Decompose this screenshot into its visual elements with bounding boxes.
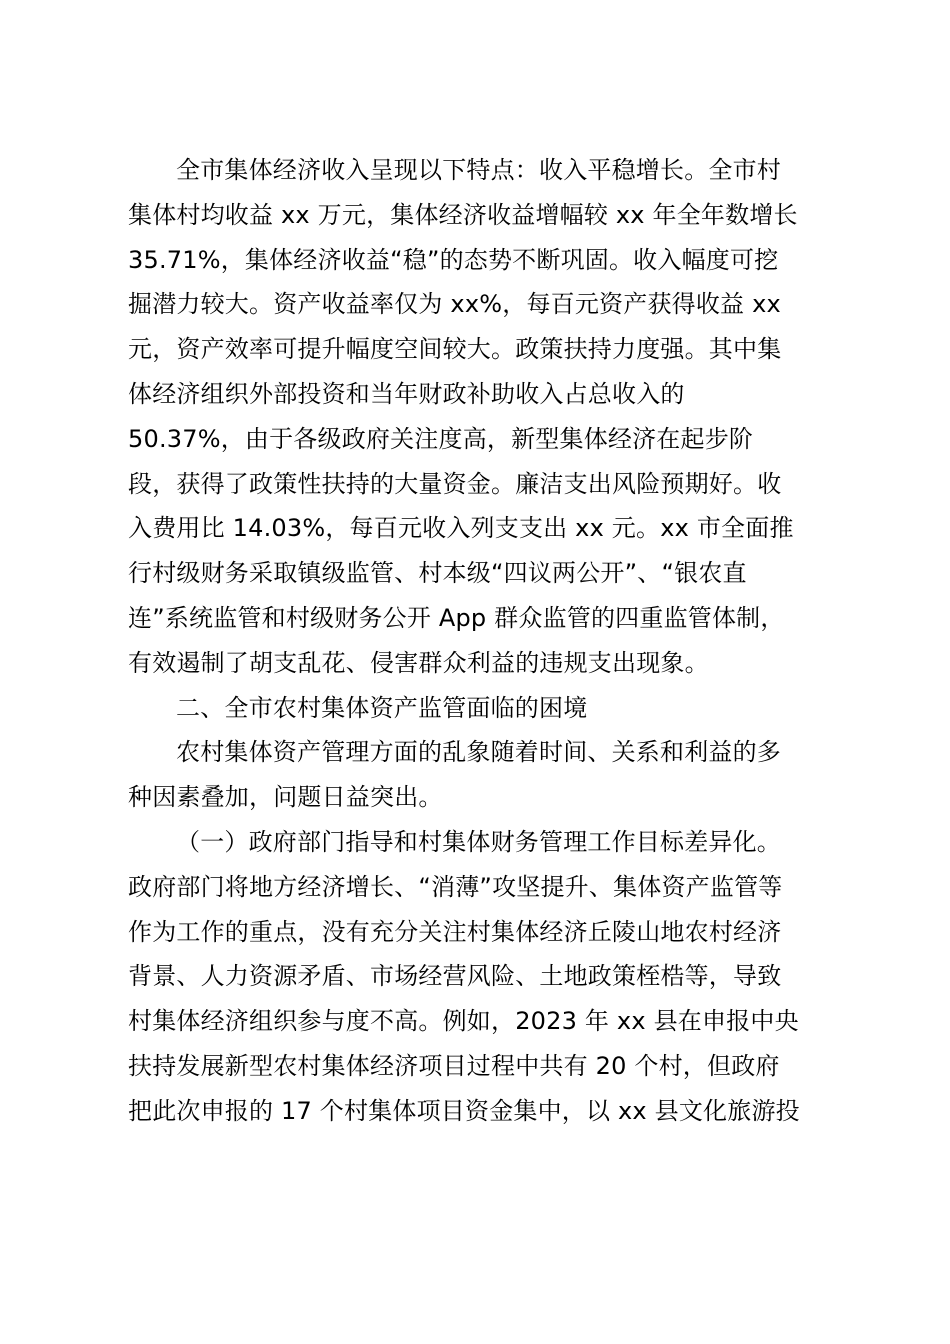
text-line: 把此次申报的 17 个村集体项目资金集中，以 xx 县文化旅游投 xyxy=(128,1096,800,1125)
text-line: 作为工作的重点，没有充分关注村集体经济丘陵山地农村经济 xyxy=(128,917,782,946)
body-text xyxy=(128,148,828,1134)
text-line: 扶持发展新型农村集体经济项目过程中共有 20 个村，但政府 xyxy=(128,1051,780,1080)
text-line: 体经济组织外部投资和当年财政补助收入占总收入的 xyxy=(128,379,685,408)
text-line: 元，资产效率可提升幅度空间较大。政策扶持力度强。其中集 xyxy=(128,335,782,364)
text-line: 村集体经济组织参与度不高。例如，2023 年 xx 县在申报中央 xyxy=(128,1007,799,1036)
text-line: 连”系统监管和村级财务公开 App 群众监管的四重监管体制， xyxy=(128,603,785,632)
text-line: 集体村均收益 xx 万元，集体经济收益增幅较 xx 年全年数增长 xyxy=(128,200,798,229)
text-line: 入费用比 14.03%，每百元收入列支支出 xx 元。xx 市全面推 xyxy=(128,514,794,543)
subsection-heading: （一）政府部门指导和村集体财务管理工作目标差异化。 xyxy=(176,827,781,856)
text-line: 全市集体经济收入呈现以下特点：收入平稳增长。全市村 xyxy=(176,156,781,184)
text-line: 掘潜力较大。资产收益率仅为 xx%，每百元资产获得收益 xx xyxy=(128,290,781,319)
text-line: 50.37%，由于各级政府关注度高，新型集体经济在起步阶 xyxy=(128,424,754,453)
text-line: 政府部门将地方经济增长、“消薄”攻坚提升、集体资产监管等 xyxy=(128,872,783,901)
text-line: 有效遏制了胡支乱花、侵害群众利益的违规支出现象。 xyxy=(128,648,709,677)
section-heading: 二、全市农村集体资产监管面临的困境 xyxy=(176,693,588,722)
text-line: 种因素叠加，问题日益突出。 xyxy=(128,783,443,812)
text-line: 35.71%，集体经济收益“稳”的态势不断巩固。收入幅度可挖 xyxy=(128,245,779,274)
text-line: 行村级财务采取镇级监管、村本级“四议两公开”、“银农直 xyxy=(128,559,747,588)
text-line: 背景、人力资源矛盾、市场经营风险、土地政策桎梏等，导致 xyxy=(128,962,782,991)
text-line: 段，获得了政策性扶持的大量资金。廉洁支出风险预期好。收 xyxy=(128,469,782,498)
text-line: 农村集体资产管理方面的乱象随着时间、关系和利益的多 xyxy=(176,738,781,767)
